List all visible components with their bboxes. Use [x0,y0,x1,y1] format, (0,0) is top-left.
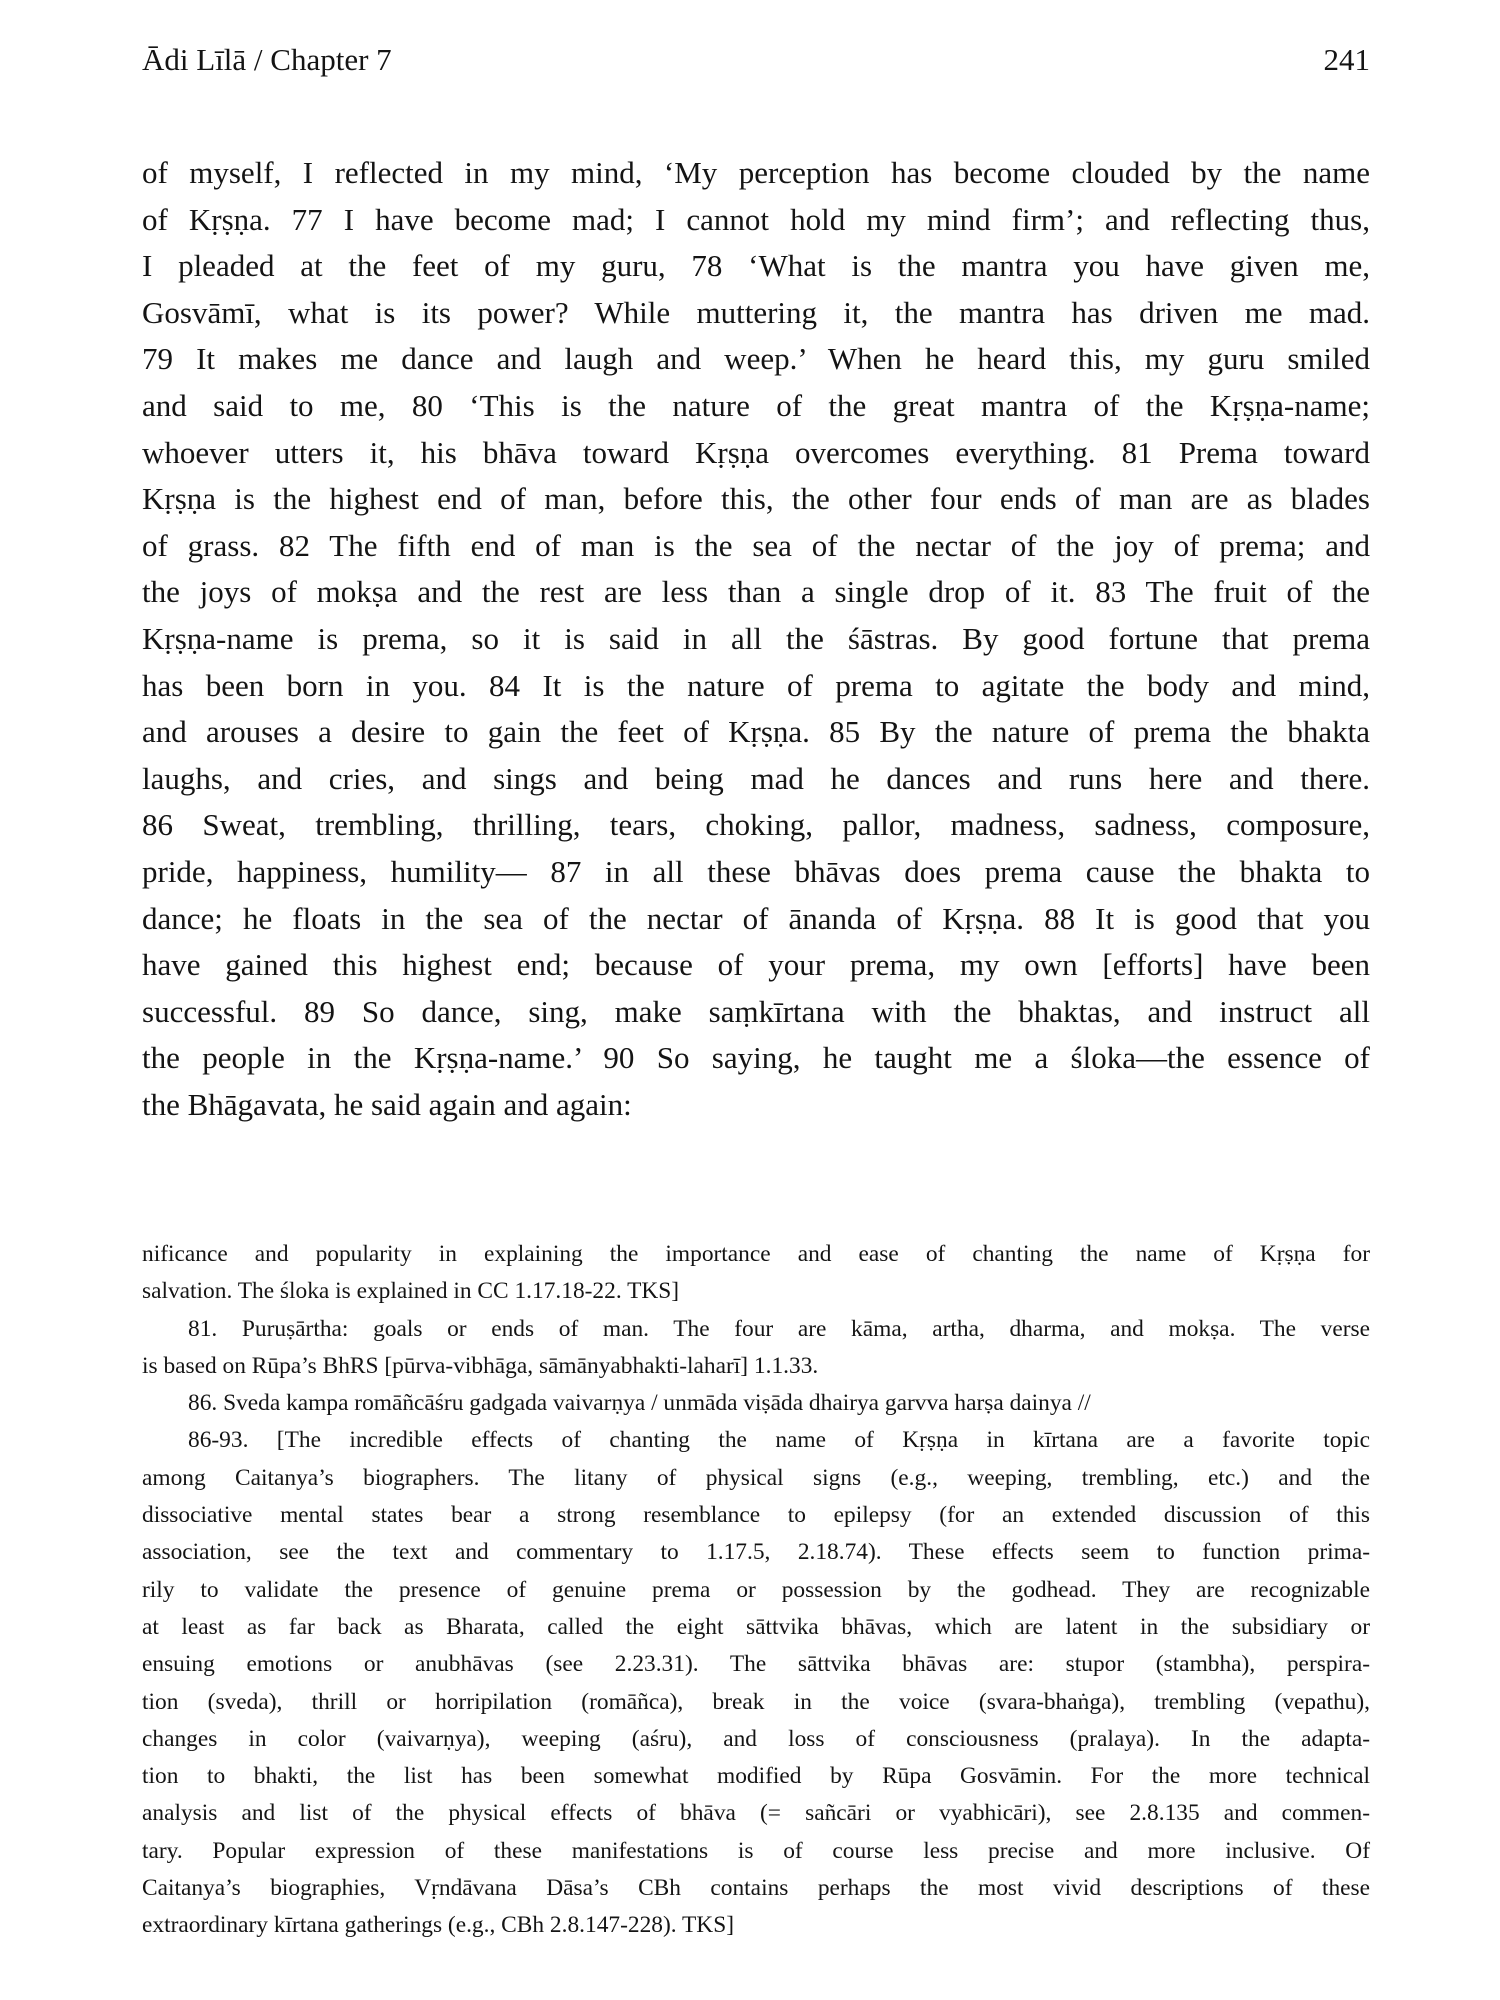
note-line: among Caitanya’s biographers. The litany of physical signs (e.g., weeping, trembling, etc.) and the [142,1464,1370,1491]
note-line: dissociative mental states bear a strong resemblance to epilepsy (for an extended discussion of this [142,1502,1370,1529]
footnotes [142,1236,1370,1945]
main-line: whoever utters it, his bhāva toward Kṛṣṇa overcomes everything. 81 Prema toward [142,434,1370,470]
running-title: Ādi Līlā / Chapter 7 [142,42,392,77]
main-line: has been born in you. 84 It is the nature of prema to agitate the body and mind, [142,667,1370,703]
note-line: 86-93. [The incredible effects of chanting the name of Kṛṣṇa in kīrtana are a favorite topic [188,1427,1370,1454]
main-line: of grass. 82 The fifth end of man is the sea of the nectar of the joy of prema; and [142,527,1370,563]
main-line: Kṛṣṇa is the highest end of man, before this, the other four ends of man are as blades [142,481,1370,517]
note-line: 81. Puruṣārtha: goals or ends of man. The four are kāma, artha, dharma, and mokṣa. The verse [188,1315,1370,1342]
note-line: rily to validate the presence of genuine prema or possession by the godhead. They are recognizable [142,1576,1370,1603]
main-line: of Kṛṣṇa. 77 I have become mad; I cannot hold my mind firm’; and reflecting thus, [142,201,1370,237]
note-line: Caitanya’s biographies, Vṛndāvana Dāsa’s CBh contains perhaps the most vivid descriptions of these [142,1875,1370,1902]
note-line: nificance and popularity in explaining the importance and ease of chanting the name of Kṛṣṇa for [142,1241,1370,1267]
main-line: 79 It makes me dance and laugh and weep.’ When he heard this, my guru smiled [142,341,1370,377]
note-line: extraordinary kīrtana gatherings (e.g., CBh 2.8.147-228). TKS] [142,1912,734,1939]
main-text [142,150,1370,1128]
main-line: have gained this highest end; because of your prema, my own [efforts] have been [142,947,1370,983]
note-line: tion (sveda), thrill or horripilation (romāñca), break in the voice (svara-bhaṅga), trembling (vepathu), [142,1688,1370,1715]
main-line: dance; he floats in the sea of the nectar of ānanda of Kṛṣṇa. 88 It is good that you [142,900,1370,936]
main-line: the Bhāgavata, he said again and again: [142,1086,632,1122]
note-line: is based on Rūpa’s BhRS [pūrva-vibhāga, sāmānyabhakti-laharī] 1.1.33. [142,1352,819,1379]
note-line: ensuing emotions or anubhāvas (see 2.23.31). The sāttvika bhāvas are: stupor (stambha), perspira- [142,1651,1370,1678]
main-line: and said to me, 80 ‘This is the nature of the great mantra of the Kṛṣṇa-name; [142,387,1370,423]
main-line: the people in the Kṛṣṇa-name.’ 90 So saying, he taught me a śloka—the essence of [142,1040,1370,1076]
page-number: 241 [1323,42,1370,77]
running-header [142,42,1370,78]
main-line: successful. 89 So dance, sing, make saṃkīrtana with the bhaktas, and instruct all [142,993,1370,1029]
main-line: Gosvāmī, what is its power? While muttering it, the mantra has driven me mad. [142,294,1370,330]
main-line: Kṛṣṇa-name is prema, so it is said in all the śāstras. By good fortune that prema [142,620,1370,656]
main-line: pride, happiness, humility— 87 in all these bhāvas does prema cause the bhakta to [142,853,1370,889]
main-line: 86 Sweat, trembling, thrilling, tears, choking, pallor, madness, sadness, composure, [142,807,1370,843]
note-line: tary. Popular expression of these manifestations is of course less precise and more inclusive. Of [142,1837,1370,1864]
note-line: changes in color (vaivarṇya), weeping (aśru), and loss of consciousness (pralaya). In the adapta- [142,1725,1370,1752]
note-line: tion to bhakti, the list has been somewhat modified by Rūpa Gosvāmin. For the more technical [142,1763,1370,1790]
note-line: at least as far back as Bharata, called the eight sāttvika bhāvas, which are latent in the subsidiary or [142,1613,1370,1640]
main-line: and arouses a desire to gain the feet of Kṛṣṇa. 85 By the nature of prema the bhakta [142,714,1370,750]
main-line: I pleaded at the feet of my guru, 78 ‘What is the mantra you have given me, [142,248,1370,284]
note-line: 86. Sveda kampa romāñcāśru gadgada vaivarṇya / unmāda viṣāda dhairya garvva harṣa dainya // [188,1390,1091,1417]
main-line: of myself, I reflected in my mind, ‘My perception has become clouded by the name [142,155,1370,190]
note-line: salvation. The śloka is explained in CC 1.17.18-22. TKS] [142,1278,680,1305]
main-line: laughs, and cries, and sings and being mad he dances and runs here and there. [142,760,1370,796]
note-line: analysis and list of the physical effects of bhāva (= sañcāri or vyabhicāri), see 2.8.135 and commen- [142,1800,1370,1827]
note-line: association, see the text and commentary to 1.17.5, 2.18.74). These effects seem to function prima- [142,1539,1370,1566]
main-line: the joys of mokṣa and the rest are less than a single drop of it. 83 The fruit of the [142,574,1370,610]
